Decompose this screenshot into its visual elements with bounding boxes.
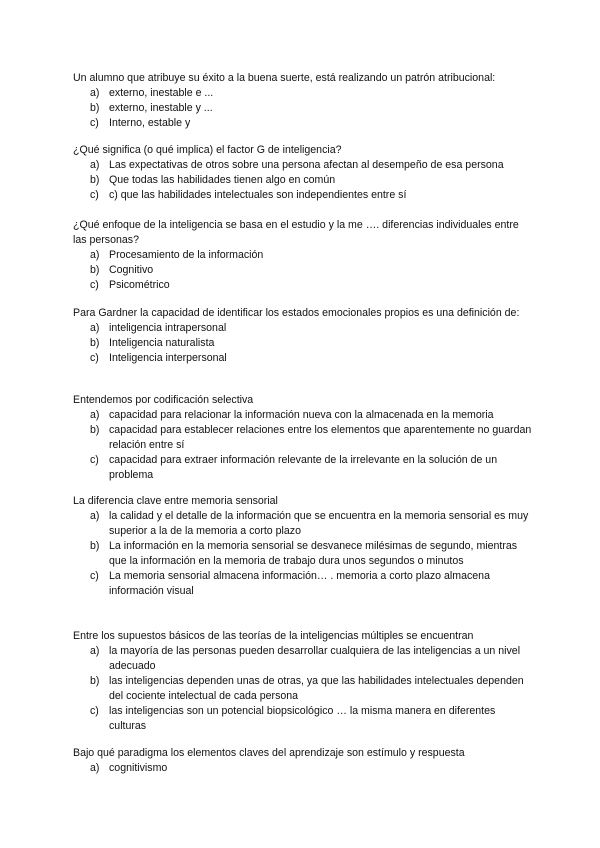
option-label: c) [90,117,99,129]
question-1 [73,71,533,131]
option-text: externo, inestable y ... [109,102,213,114]
question-3 [73,218,533,293]
question-8 [73,746,533,776]
option-label: a) [90,87,100,99]
option-label: b) [90,424,100,436]
option-b [73,101,533,116]
option-b [73,263,533,278]
option-text: capacidad para extraer información relevante de la irrelevante en la solución de un problema [109,454,498,481]
option-label: a) [90,159,100,171]
option-list [73,321,533,366]
option-c [73,116,533,131]
question-text: Bajo qué paradigma los elementos claves del aprendizaje son estímulo y respuesta [73,747,465,759]
option-text: la calidad y el detalle de la información que se encuentra en la memoria sensorial es muy superior a la de la memoria a corto plazo [109,510,529,537]
option-list [73,248,533,293]
option-label: c) [90,352,99,364]
option-list [73,509,533,599]
option-a [73,644,533,674]
question-4 [73,306,533,366]
option-b [73,674,533,704]
question-text: La diferencia clave entre memoria sensorial [73,495,278,507]
option-c [73,704,533,734]
option-label: c) [90,454,99,466]
option-a [73,761,533,776]
option-label: a) [90,322,100,334]
option-list [73,644,533,734]
option-a [73,86,533,101]
option-a [73,248,533,263]
option-label: b) [90,102,100,114]
option-label: a) [90,409,100,421]
option-label: a) [90,249,100,261]
option-text: inteligencia intrapersonal [109,322,227,334]
option-label: c) [90,189,99,201]
option-label: c) [90,279,99,291]
option-a [73,509,533,539]
question-text: Entendemos por codificación selectiva [73,394,254,406]
option-text: La memoria sensorial almacena información… . memoria a corto plazo almacena información visual [109,570,490,597]
question-text: Entre los supuestos básicos de las teorías de la inteligencias múltiples se encuentran [73,630,474,642]
option-text: Que todas las habilidades tienen algo en común [109,174,336,186]
question-text: Un alumno que atribuye su éxito a la buena suerte, está realizando un patrón atribucional: [73,72,496,84]
option-label: b) [90,337,100,349]
option-text: Procesamiento de la información [109,249,264,261]
question-5 [73,393,533,483]
option-text: Inteligencia naturalista [109,337,215,349]
option-label: a) [90,645,100,657]
option-label: b) [90,264,100,276]
option-label: c) [90,570,99,582]
option-text: cognitivismo [109,762,168,774]
option-a [73,321,533,336]
question-7 [73,629,533,734]
option-text: Inteligencia interpersonal [109,352,227,364]
option-list [73,408,533,483]
option-text: la mayoría de las personas pueden desarrollar cualquiera de las inteligencias a un nivel adecuado [109,645,521,672]
option-c [73,278,533,293]
option-label: b) [90,675,100,687]
question-text: ¿Qué enfoque de la inteligencia se basa en el estudio y la me …. diferencias individuales entre las personas? [73,219,519,246]
option-label: a) [90,762,100,774]
option-label: b) [90,174,100,186]
option-a [73,408,533,423]
option-b [73,539,533,569]
option-c [73,453,533,483]
option-b [73,173,533,188]
option-text: La información en la memoria sensorial se desvanece milésimas de segundo, mientras que la información en la memoria de trabajo dura unos segundos o minutos [109,540,518,567]
option-c [73,351,533,366]
option-label: a) [90,510,100,522]
option-b [73,336,533,351]
option-text: Cognitivo [109,264,154,276]
option-text: Interno, estable y [109,117,191,129]
option-text: c) que las habilidades intelectuales son independientes entre sí [109,189,407,201]
option-b [73,423,533,453]
option-text: las inteligencias son un potencial biopsicológico … la misma manera en diferentes culturas [109,705,496,732]
option-c [73,188,533,203]
option-text: capacidad para establecer relaciones entre los elementos que aparentemente no guardan relación entre sí [109,424,532,451]
question-text: ¿Qué significa (o qué implica) el factor G de inteligencia? [73,144,342,156]
option-text: Las expectativas de otros sobre una persona afectan al desempeño de esa persona [109,159,504,171]
option-a [73,158,533,173]
option-list [73,761,533,776]
option-label: b) [90,540,100,552]
option-text: externo, inestable e ... [109,87,214,99]
option-label: c) [90,705,99,717]
option-text: capacidad para relacionar la información nueva con la almacenada en la memoria [109,409,494,421]
question-text: Para Gardner la capacidad de identificar los estados emocionales propios es una definición de: [73,307,520,319]
option-c [73,569,533,599]
option-text: las inteligencias dependen unas de otras, ya que las habilidades intelectuales dependen del cociente intelectual de cada persona [109,675,524,702]
option-list [73,158,533,203]
option-list [73,86,533,131]
question-2 [73,143,533,203]
question-6 [73,494,533,599]
option-text: Psicométrico [109,279,170,291]
